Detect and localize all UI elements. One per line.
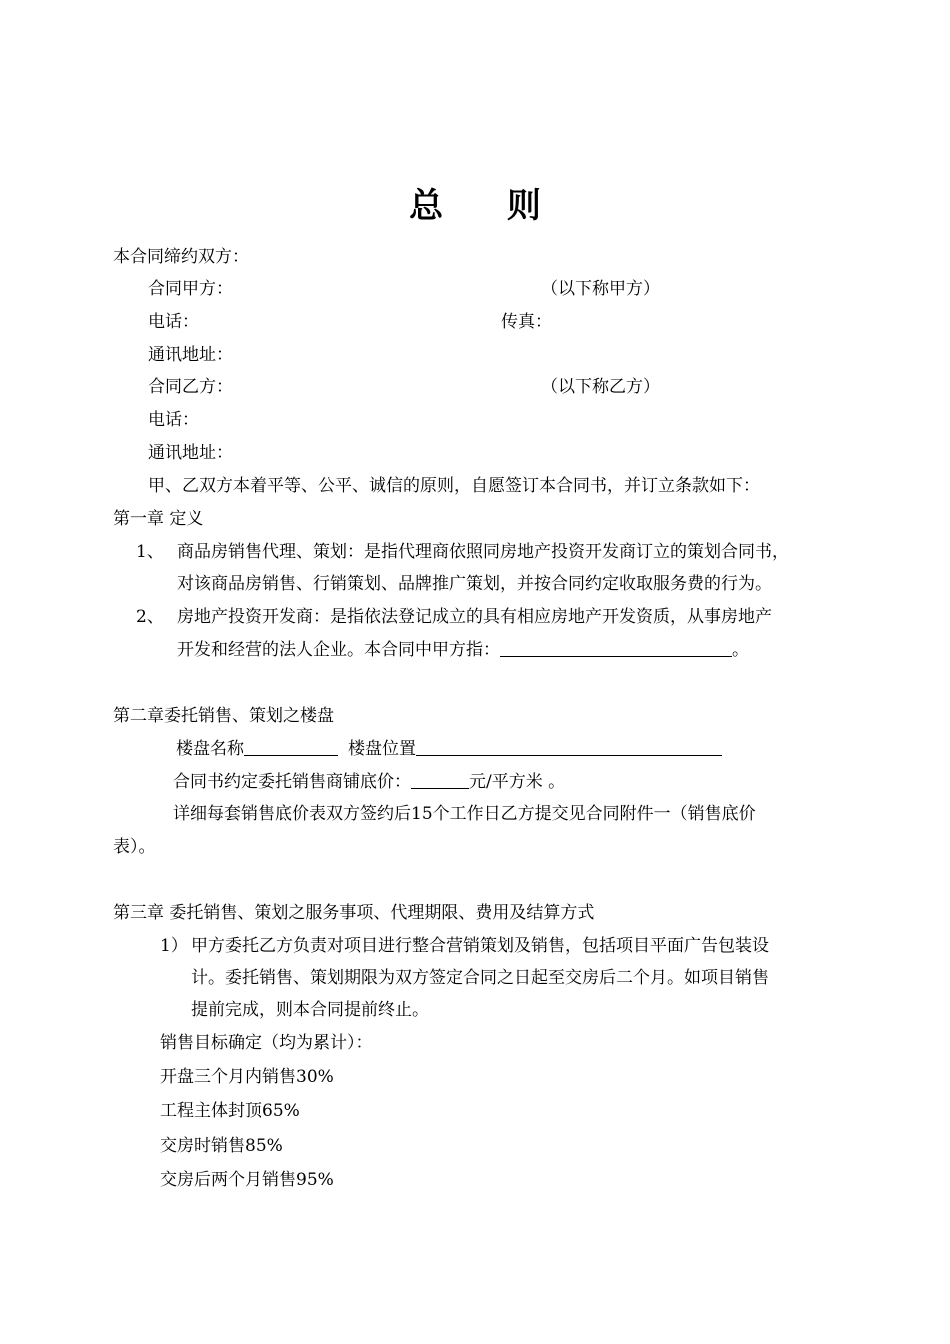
- property-name-blank[interactable]: [244, 739, 338, 756]
- clause-2-end: 。: [732, 640, 749, 660]
- clause-1-line-1: 商品房销售代理、策划：是指代理商依照同房地产投资开发商订立的策划合同书，: [177, 542, 789, 562]
- party-a-address: 通讯地址：: [148, 345, 233, 365]
- preamble: 甲、乙双方本着平等、公平、诚信的原则，自愿签订本合同书，并订立条款如下：: [148, 476, 760, 496]
- chapter-3-heading: 第三章 委托销售、策划之服务事项、代理期限、费用及结算方式: [113, 903, 595, 923]
- service-item-line-2: 计。委托销售、策划期限为双方签定合同之日起至交房后二个月。如项目销售: [191, 968, 769, 988]
- chapter-2-heading: 第二章委托销售、策划之楼盘: [113, 706, 334, 726]
- clause-1-line-2: 对该商品房销售、行销策划、品牌推广策划，并按合同约定收取服务费的行为。: [177, 574, 772, 594]
- sales-target-item: 工程主体封顶65%: [160, 1101, 300, 1121]
- sales-target-item: 开盘三个月内销售30%: [160, 1067, 334, 1087]
- property-name-label: 楼盘名称: [176, 739, 244, 759]
- sales-target-item: 交房时销售85%: [160, 1136, 283, 1156]
- price-unit: 元/平方米 。: [469, 772, 566, 792]
- party-a-note: （以下称甲方）: [541, 279, 660, 299]
- party-a-fax: 传真：: [501, 312, 552, 332]
- clause-2-line-1: 房地产投资开发商：是指依法登记成立的具有相应房地产开发资质，从事房地产: [177, 607, 772, 627]
- party-a-label: 合同甲方：: [148, 279, 233, 299]
- price-detail-line-2: 表）。: [113, 837, 156, 857]
- developer-name-blank[interactable]: [500, 640, 732, 657]
- clause-2-line-2: [177, 639, 749, 661]
- price-blank[interactable]: [411, 772, 469, 789]
- property-location-blank[interactable]: [416, 739, 722, 756]
- price-row: [173, 771, 565, 793]
- service-item-number: 1）: [160, 936, 188, 956]
- clause-1-number: 1、: [136, 542, 164, 562]
- price-label: 合同书约定委托销售商铺底价：: [173, 772, 411, 792]
- party-b-label: 合同乙方：: [148, 377, 233, 397]
- party-b-phone: 电话：: [148, 410, 199, 430]
- chapter-1-heading: 第一章 定义: [113, 509, 204, 529]
- parties-intro: 本合同缔约双方：: [113, 247, 249, 267]
- service-item-line-1: 甲方委托乙方负责对项目进行整合营销策划及销售，包括项目平面广告包装设: [191, 936, 769, 956]
- service-item-line-3: 提前完成，则本合同提前终止。: [191, 1000, 429, 1020]
- party-b-note: （以下称乙方）: [541, 377, 660, 397]
- page-title: 总 则: [409, 186, 567, 226]
- price-detail-line-1: 详细每套销售底价表双方签约后15个工作日乙方提交见合同附件一（销售底价: [173, 804, 756, 824]
- property-row: [176, 738, 722, 760]
- party-b-address: 通讯地址：: [148, 443, 233, 463]
- sales-targets-heading: 销售目标确定（均为累计）：: [160, 1033, 373, 1053]
- sales-target-item: 交房后两个月销售95%: [160, 1170, 334, 1190]
- property-location-label: 楼盘位置: [348, 739, 416, 759]
- clause-2-text: 开发和经营的法人企业。本合同中甲方指：: [177, 640, 500, 660]
- party-a-phone: 电话：: [148, 312, 199, 332]
- clause-2-number: 2、: [136, 607, 164, 627]
